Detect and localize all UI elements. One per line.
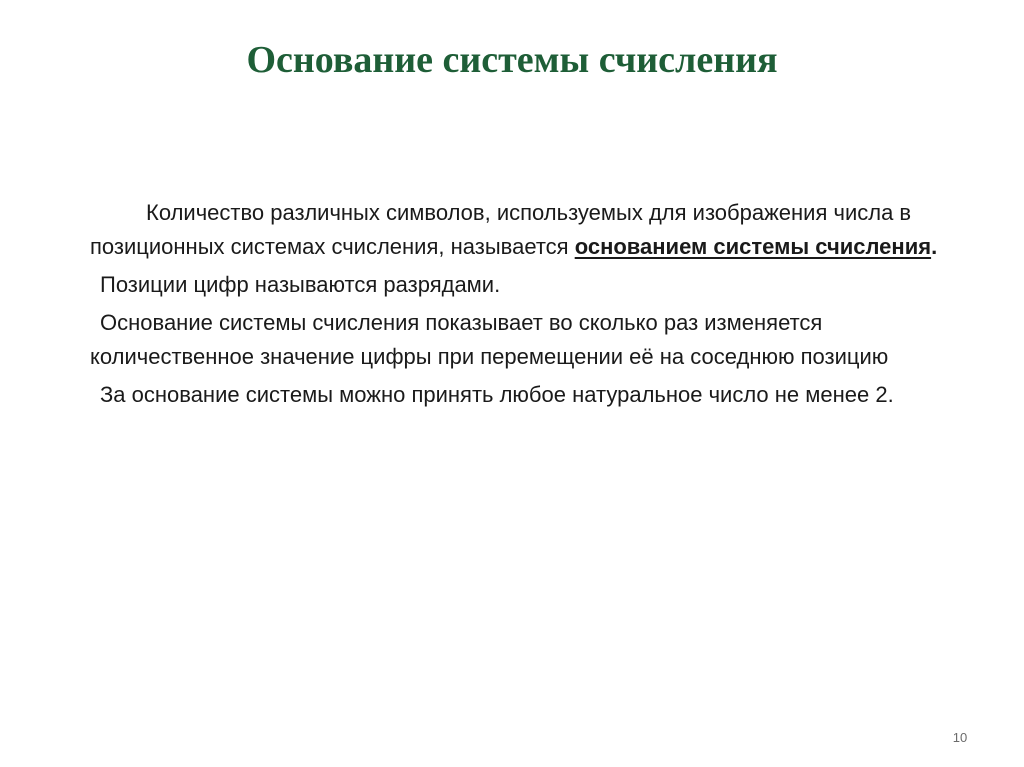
definition-paragraph [90, 196, 940, 264]
slide-title: Основание системы счисления [246, 39, 778, 81]
base-meaning-paragraph: Основание системы счисления показывает во сколько раз изменяется количественное значение цифры при перемещении её на соседнюю позицию [90, 310, 889, 369]
digit-positions-paragraph: Позиции цифр называются разрядами. [100, 272, 501, 297]
base-choice-paragraph: За основание системы можно принять любое натуральное число не менее 2. [100, 382, 894, 407]
defined-term: основанием системы счисления [574, 234, 932, 259]
slide-number: 10 [952, 730, 968, 745]
definition-period: . [931, 234, 938, 259]
definition-text: Количество различных символов, используемых для изображения числа в позиционных системах счисления, называется [90, 200, 912, 259]
slide-body [90, 196, 940, 412]
